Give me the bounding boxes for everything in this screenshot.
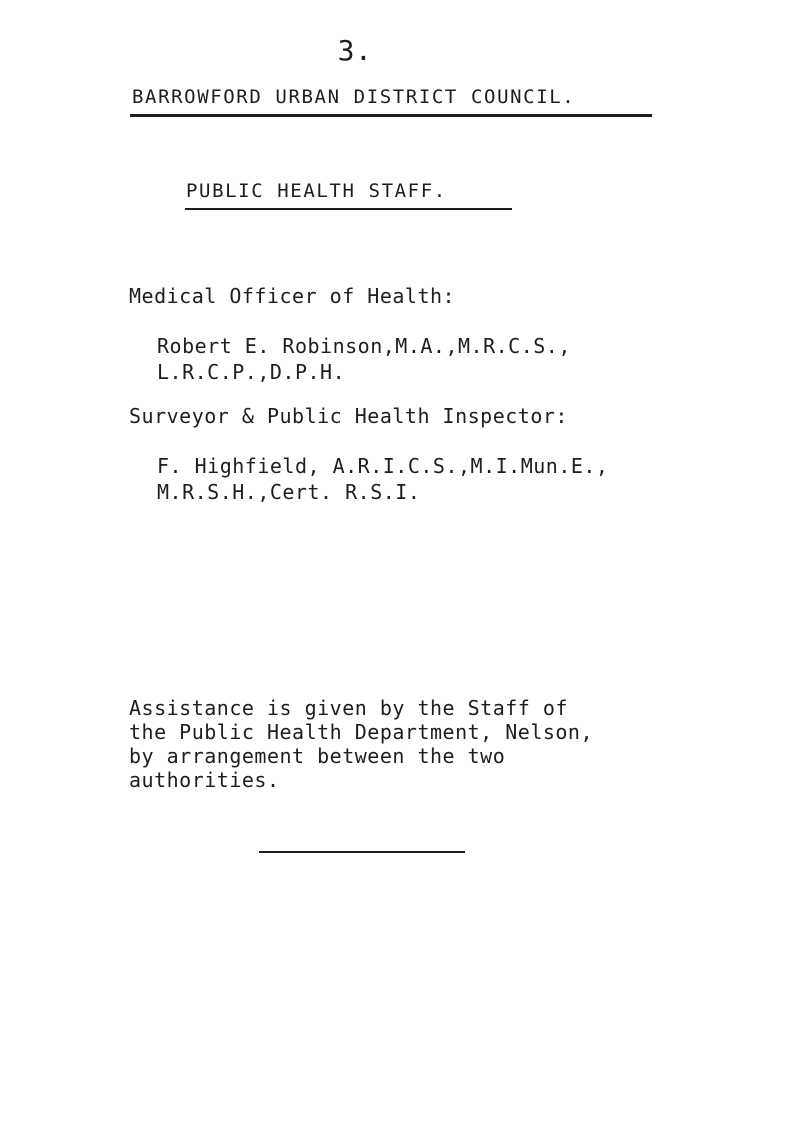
page-number: 3. (337, 34, 373, 67)
surveyor-qualifications: M.R.S.H.,Cert. R.S.I. (157, 480, 421, 504)
assistance-note-line: by arrangement between the two (129, 744, 506, 768)
closing-divider (259, 851, 465, 853)
medical-officer-name: Robert E. Robinson,M.A.,M.R.C.S., (157, 334, 571, 358)
council-title: BARROWFORD URBAN DISTRICT COUNCIL. (132, 86, 576, 108)
assistance-note-line: the Public Health Department, Nelson, (129, 720, 594, 744)
medical-officer-role: Medical Officer of Health: (129, 284, 456, 308)
medical-officer-qualifications: L.R.C.P.,D.P.H. (157, 360, 346, 384)
surveyor-role: Surveyor & Public Health Inspector: (129, 404, 568, 428)
section-title-underline (185, 208, 512, 210)
assistance-note-line: authorities. (129, 768, 280, 792)
assistance-note-line: Assistance is given by the Staff of (129, 696, 568, 720)
council-title-underline (130, 114, 652, 117)
surveyor-name: F. Highfield, A.R.I.C.S.,M.I.Mun.E., (157, 454, 609, 478)
section-title: PUBLIC HEALTH STAFF. (186, 180, 447, 202)
